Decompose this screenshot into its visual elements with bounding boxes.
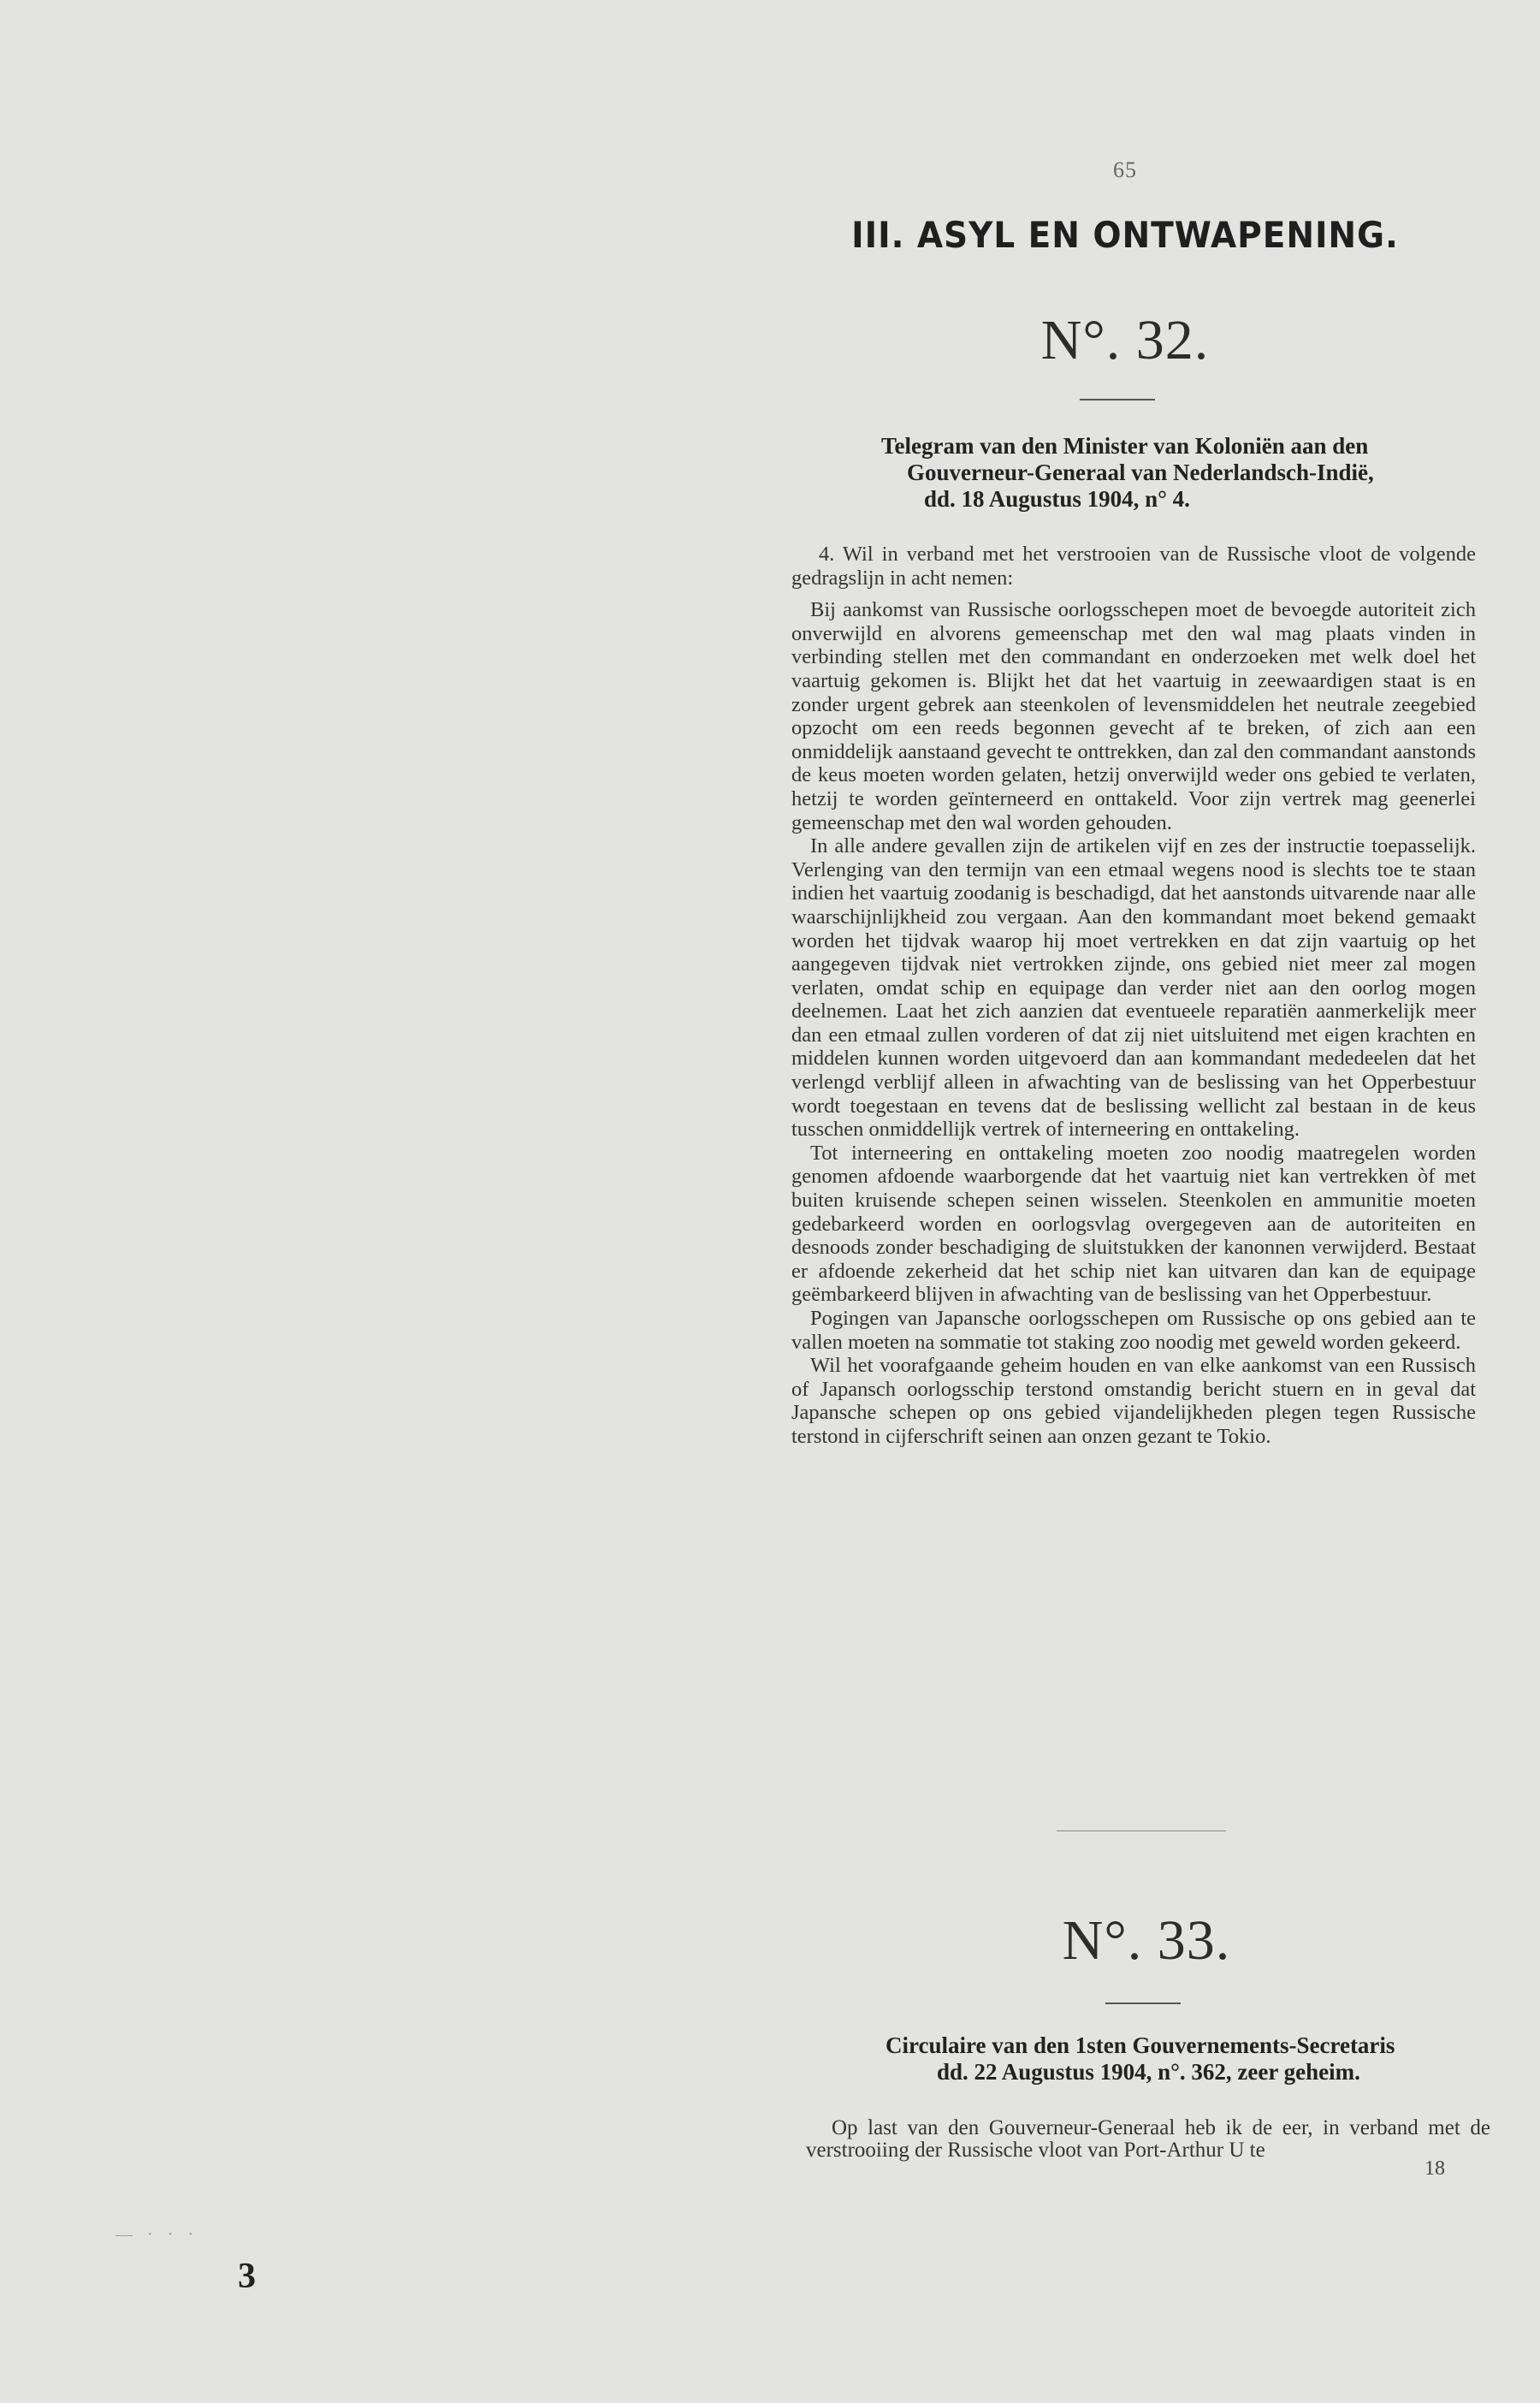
- paragraph: 4. Wil in verband met het verstrooien van de Russische vloot de volgende gedragslijn in acht nemen:: [791, 543, 1476, 590]
- paragraph: In alle andere gevallen zijn de artikelen vijf en zes der instructie toepasselijk. Verlenging van den termijn van een etmaal wegens nood is slechts toe te staan indien het vaartuig zoodanig is beschadigd, dat het aanstonds uitvarende naar alle waarschijnlijkheid zou vergaan. Aan den kommandant moet bekend gemaakt worden het tijdvak waarop hij moet vertrekken en dat zijn vaartuig op het aangegeven tijdvak niet vertrokken zijnde, ons gebied niet meer zal mogen verlaten, omdat schip en equipage dan verder niet aan den oorlog mogen deelnemen. Laat het zich aanzien dat eventueele reparatiën aanmerkelijk meer dan een etmaal zullen vorderen of dat zij niet uitsluitend met eigen krachten en middelen kunnen worden uitgevoerd dan aan kommandant mededeelen dat het verlengd verblijf alleen in afwachting van de beslissing van het Opperbestuur wordt toegestaan en tevens dat de beslissing wellicht zal bestaan in de keus tusschen onmiddellijk vertrek of interneering en onttakeling.: [791, 834, 1476, 1142]
- paragraph: Bij aankomst van Russische oorlogsschepen moet de bevoegde autoriteit zich onverwijld en alvorens gemeenschap met den wal mag plaats vinden in verbinding stellen met den commandant en onderzoeken met welk doel het vaartuig gekomen is. Blijkt het dat het vaartuig in zeewaardigen staat is en zonder urgent gebrek aan steenkolen of levensmiddelen het neutrale zeegebied opzocht om een reeds begonnen gevecht af te breken, of zich aan een onmiddelijk aanstaand gevecht te onttrekken, dan zal den commandant aanstonds de keus moeten worden gelaten, hetzij onverwijld weder ons gebied te verlaten, hetzij te worden geïnterneerd en onttakeld. Voor zijn vertrek mag geenerlei gemeenschap met den wal worden gehouden.: [791, 598, 1476, 834]
- corner-mark: — · · ·: [116, 2225, 198, 2244]
- paragraph: Op last van den Gouverneur-Generaal heb ik de eer, in verband met de verstrooiing der Russische vloot van Port-Arthur U te: [806, 2116, 1490, 2162]
- sheet-number: 3: [238, 2257, 256, 2296]
- section-divider: [1057, 1830, 1226, 1831]
- heading-line: Telegram van den Minister van Koloniën aan den: [881, 433, 1369, 459]
- heading-line: dd. 22 Augustus 1904, n°. 362, zeer geheim.: [937, 2059, 1360, 2085]
- document-heading: [886, 2032, 1493, 2086]
- paragraph: Tot interneering en onttakeling moeten zoo noodig maatregelen worden genomen afdoende waarborgende dat het vaartuig niet kan vertrekken òf met buiten kruisende schepen seinen wisselen. Steenkolen en ammunitie moeten gedebarkeerd worden en oorlogsvlag overgegeven aan de autoriteiten en desnoods zonder beschadiging de sluitstukken der kanonnen verwijderd. Bestaat er afdoende zekerheid dat het schip niet kan uitvaren dan kan de equipage geëmbarkeerd blijven in afwachting van de beslissing van het Opperbestuur.: [791, 1141, 1476, 1307]
- document-number: N°. 33.: [1062, 1909, 1231, 1972]
- heading-rule: [1105, 2002, 1181, 2004]
- document-body: [806, 2117, 1490, 2162]
- heading-line: Circulaire van den 1sten Gouvernements-Secretaris: [886, 2032, 1395, 2058]
- document-body: [791, 543, 1476, 1449]
- heading-line: Gouverneur-Generaal van Nederlandsch-Indië,: [907, 460, 1374, 485]
- heading-line: dd. 18 Augustus 1904, n° 4.: [924, 486, 1190, 512]
- page-number: 65: [1113, 157, 1137, 182]
- paragraph: Wil het voorafgaande geheim houden en van elke aankomst van een Russisch of Japansch oorlogsschip terstond omstandig bericht stuern en in geval dat Japansche schepen op ons gebied vijandelijkheden plegen tegen Russische terstond in cijferschrift seinen aan onzen gezant te Tokio.: [791, 1354, 1476, 1448]
- heading-rule: [1080, 399, 1155, 400]
- paragraph: Pogingen van Japansche oorlogsschepen om Russische op ons gebied aan te vallen moeten na sommatie tot staking zoo noodig met geweld worden gekeerd.: [791, 1307, 1476, 1354]
- document-number: N°. 32.: [1040, 309, 1210, 371]
- signature-mark: 18: [1424, 2157, 1445, 2180]
- section-heading: III. ASYL EN ONTWAPENING.: [851, 214, 1399, 256]
- document-heading: [881, 433, 1472, 513]
